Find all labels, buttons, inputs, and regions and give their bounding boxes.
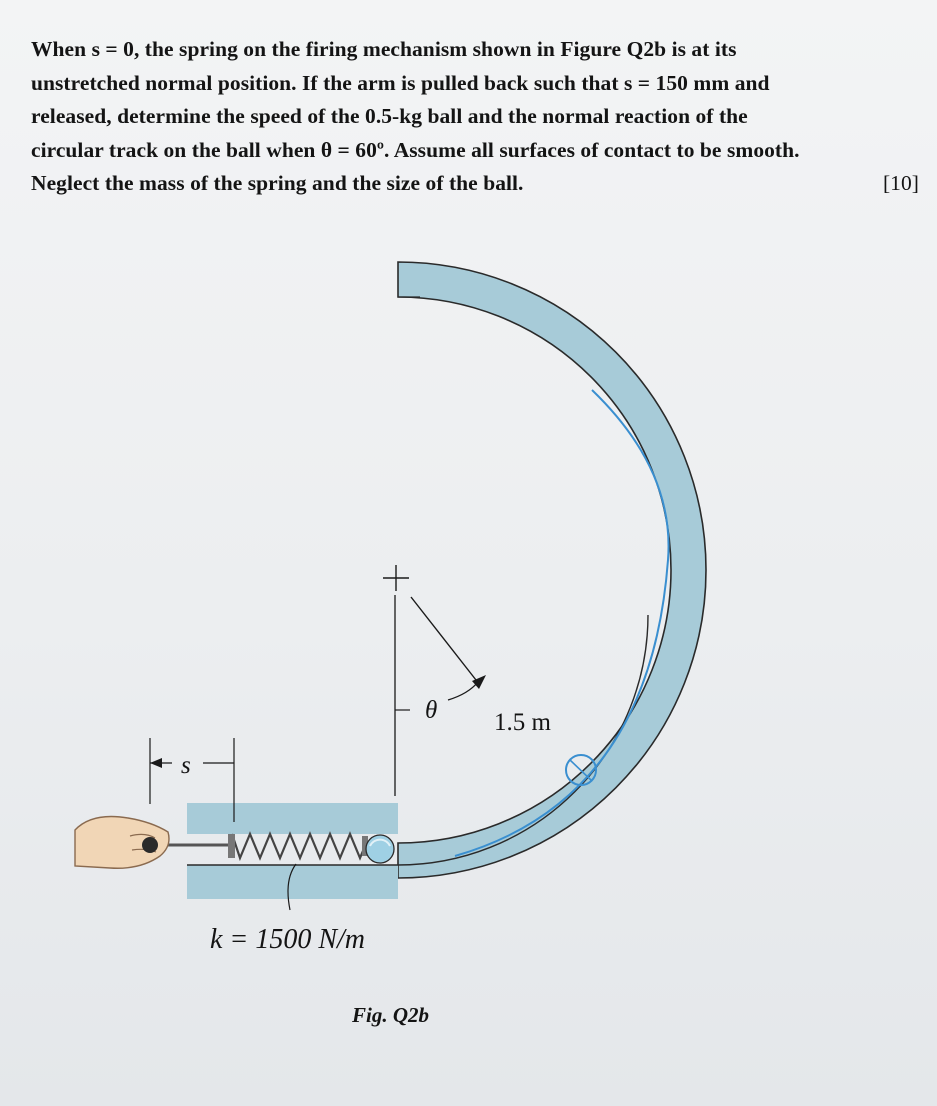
label-s: s [181,752,191,779]
figure-caption: Fig. Q2b [352,1003,430,1027]
hand-icon [75,817,169,869]
label-theta: θ [425,697,438,724]
question-line: unstretched normal position. If the arm is pulled back such that s = 150 mm and [31,70,770,95]
label-radius: 1.5 m [494,709,551,736]
label-spring-constant: k = 1500 N/m [210,924,365,955]
question-line: released, determine the speed of the 0.5-kg ball and the normal reaction of the [31,104,748,128]
spring [155,834,368,858]
circular-track [398,262,706,878]
question-line: When s = 0, the spring on the firing mechanism shown in Figure Q2b is at its [31,37,737,61]
radius-line [411,597,476,680]
question-line: Neglect the mass of the spring and the size of the ball. [31,171,524,195]
question-line: circular track on the ball when θ = 60º. Assume all surfaces of contact to be smooth. [31,137,800,162]
theta-arc [448,682,478,700]
ball-path-line [455,390,669,856]
marks-label: [10] [882,171,919,195]
launch-tube-top [187,803,398,834]
